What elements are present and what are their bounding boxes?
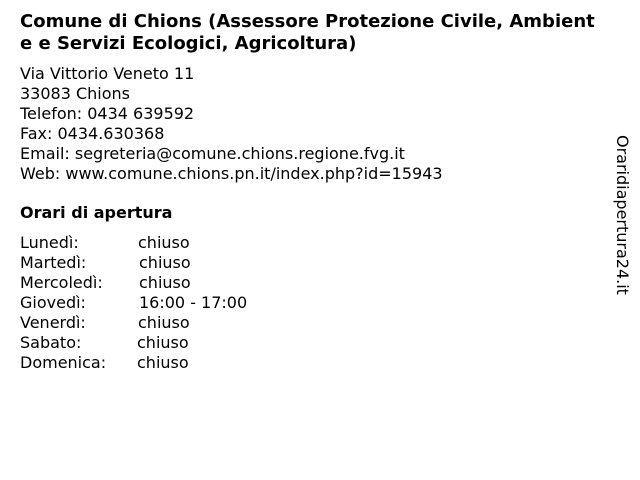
time-value: chiuso [139, 273, 191, 292]
time-value: chiuso [137, 353, 189, 372]
day-label: Lunedì: [20, 233, 79, 252]
street-address: Via Vittorio Veneto 11 [20, 64, 195, 83]
website-url: Web: www.comune.chions.pn.it/index.php?id=15943 [20, 164, 443, 183]
fax-number: Fax: 0434.630368 [20, 124, 165, 143]
time-value: chiuso [138, 233, 190, 252]
time-value: chiuso [137, 333, 189, 352]
opening-hours-heading: Orari di apertura [20, 203, 173, 222]
site-watermark: Oraridiapertura24.it [613, 135, 632, 295]
day-label: Mercoledì: [20, 273, 103, 292]
email-address: Email: segreteria@comune.chions.regione.fvg.it [20, 144, 405, 163]
contact-block [20, 64, 443, 184]
phone-number: Telefon: 0434 639592 [20, 104, 195, 123]
day-label: Domenica: [20, 353, 107, 372]
time-value: 16:00 - 17:00 [139, 293, 248, 312]
time-value: chiuso [138, 313, 190, 332]
day-label: Giovedì: [20, 293, 86, 312]
day-label: Sabato: [20, 333, 82, 352]
city: 33083 Chions [20, 84, 131, 103]
day-label: Martedì: [20, 253, 87, 272]
page-title: Comune di Chions (Assessore Protezione Civile, Ambiente e Servizi Ecologici, Agricoltura) [20, 11, 595, 54]
day-label: Venerdì: [20, 313, 86, 332]
time-value: chiuso [139, 253, 191, 272]
